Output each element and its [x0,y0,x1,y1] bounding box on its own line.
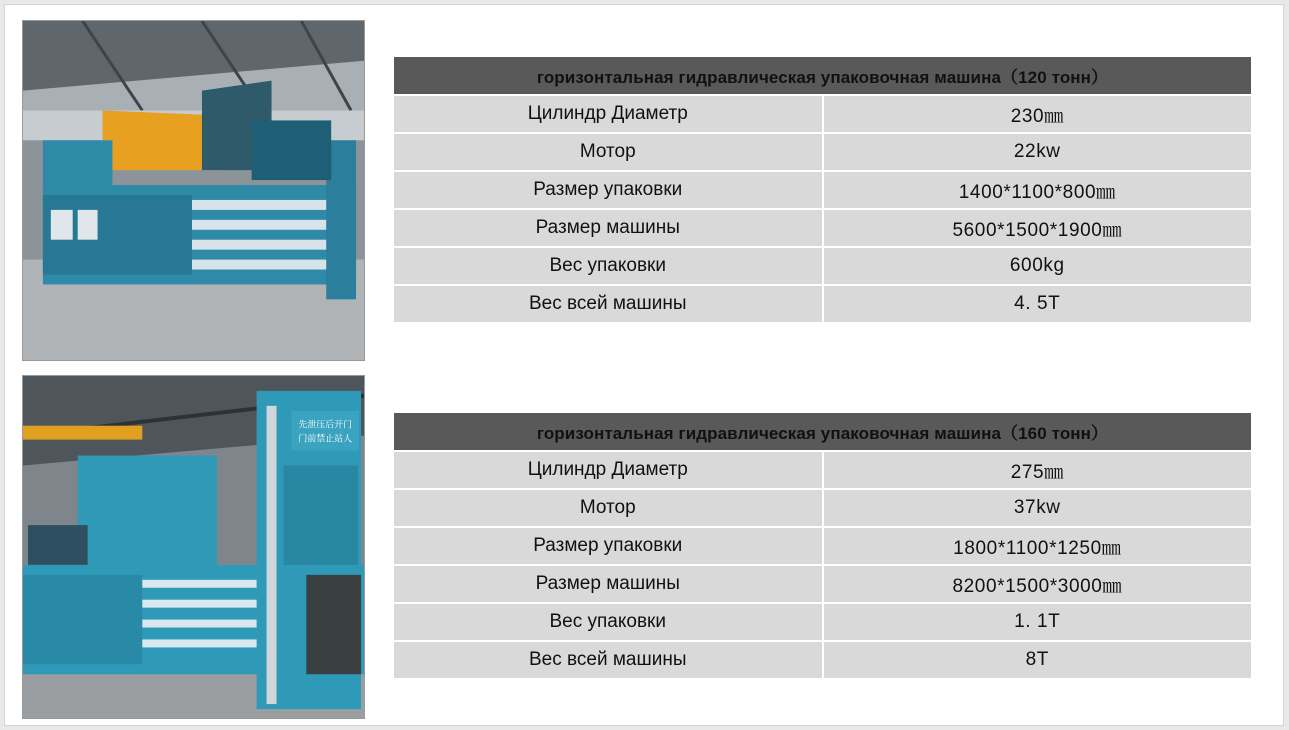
table-row [394,565,1251,603]
spec-table-160t [394,413,1251,678]
slide [4,4,1284,726]
table-row [394,641,1251,678]
spec-label: Вес упаковки [394,603,823,641]
baler-160t-photo [22,375,365,719]
spec-value: 4. 5T [823,285,1252,322]
table-row [394,209,1251,247]
table-row [394,489,1251,527]
spec-value: 600kg [823,247,1252,285]
spec-value: 22kw [823,133,1252,171]
svg-text:门前禁止站人: 门前禁止站人 [298,434,353,445]
spec-table-header [394,57,1251,95]
table-row [394,95,1251,133]
table-row [394,527,1251,565]
table-row [394,603,1251,641]
table-row [394,285,1251,322]
table-row [394,451,1251,489]
baler-160t-image [23,376,364,718]
spec-label: Цилиндр Диаметр [394,451,823,489]
spec-label: Размер упаковки [394,527,823,565]
spec-label: Вес упаковки [394,247,823,285]
spec-value: 37kw [823,489,1252,527]
spec-value: 1800*1100*1250㎜ [823,527,1252,565]
table-row [394,171,1251,209]
spec-value: 5600*1500*1900㎜ [823,209,1252,247]
spec-value: 1400*1100*800㎜ [823,171,1252,209]
spec-label: Цилиндр Диаметр [394,95,823,133]
spec-label: Размер упаковки [394,171,823,209]
spec-value: 275㎜ [823,451,1252,489]
spec-label: Вес всей машины [394,641,823,678]
baler-120t-image [23,21,364,360]
baler-120t-photo [22,20,365,361]
spec-table-title: горизонтальная гидравлическая упаковочная машина（120 тонн） [394,57,1251,95]
spec-table-120t [394,57,1251,322]
spec-label: Мотор [394,489,823,527]
svg-text:先泄压后开门: 先泄压后开门 [298,420,353,431]
spec-value: 1. 1T [823,603,1252,641]
spec-label: Мотор [394,133,823,171]
spec-label: Размер машины [394,209,823,247]
spec-label: Вес всей машины [394,285,823,322]
spec-value: 230㎜ [823,95,1252,133]
spec-value: 8T [823,641,1252,678]
table-row [394,247,1251,285]
spec-table-header [394,413,1251,451]
table-row [394,133,1251,171]
spec-value: 8200*1500*3000㎜ [823,565,1252,603]
spec-label: Размер машины [394,565,823,603]
spec-table-title: горизонтальная гидравлическая упаковочная машина（160 тонн） [394,413,1251,451]
